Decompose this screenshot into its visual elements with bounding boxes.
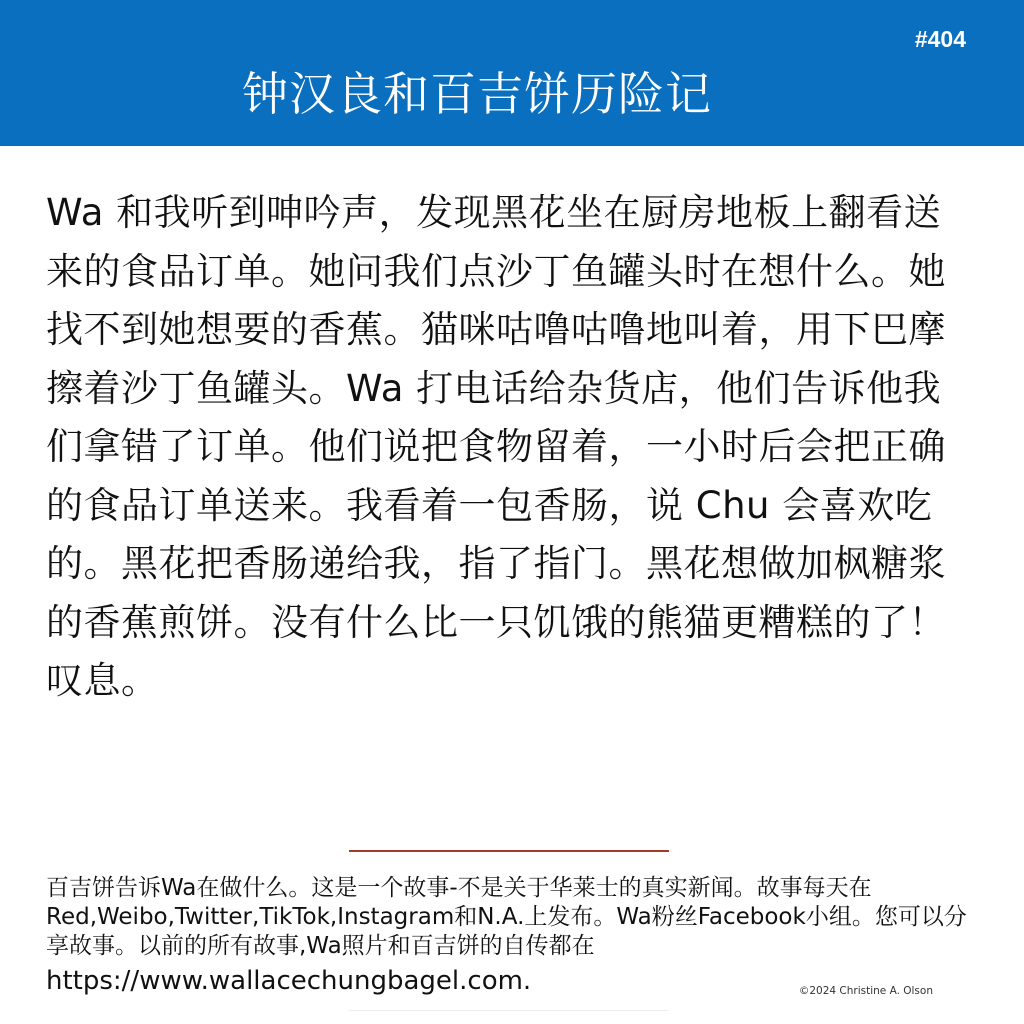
header-banner <box>0 0 1024 146</box>
episode-number: #404 <box>914 26 966 52</box>
website-link[interactable]: https://www.wallacechungbagel.com. <box>46 966 532 996</box>
copyright-notice: ©2024 Christine A. Olson <box>798 985 933 997</box>
bottom-divider <box>349 1010 669 1011</box>
story-text: Wa 和我听到呻吟声，发现黑花坐在厨房地板上翻看送来的食品订单。她问我们点沙丁鱼罐头时在想什么。她找不到她想要的香蕉。猫咪咕噜咕噜地叫着，用下巴摩擦着沙丁鱼罐头。Wa 打电话给杂货店，他们告诉他我们拿错了订单。他们说把食物留着，一小时后会把正确的食品订单送来。我看着一包香肠，说 Chu 会喜欢吃的。黑花把香肠递给我，指了指门。黑花想做加枫糖浆的香蕉煎饼。没有什么比一只饥饿的熊猫更糟糕的了！叹息。 <box>46 191 946 702</box>
page-title: 钟汉良和百吉饼历险记 <box>242 67 712 121</box>
footer-text: 百吉饼告诉Wa在做什么。这是一个故事-不是关于华莱士的真实新闻。故事每天在Red,Weibo,Twitter,TikTok,Instagram和N.A.上发布。Wa粉丝Facebook小组。您可以分享故事。以前的所有故事,Wa照片和百吉饼的自传都在 <box>46 875 967 959</box>
footer-divider <box>349 850 669 852</box>
